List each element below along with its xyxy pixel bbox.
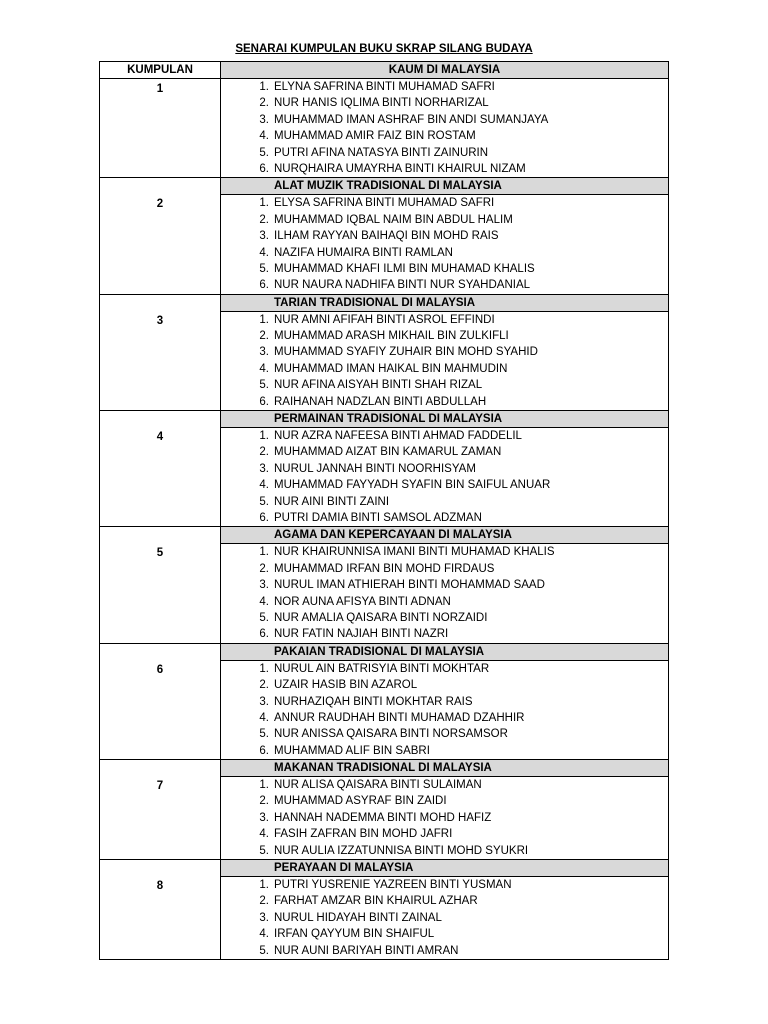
member-name: NUR ALISA QAISARA BINTI SULAIMAN [274, 779, 482, 792]
member-list [221, 661, 668, 759]
member-list-item [221, 626, 668, 642]
group-theme: KAUM DI MALAYSIA [221, 62, 669, 79]
group-number-cell [100, 643, 221, 759]
member-number: 2. [259, 562, 269, 575]
member-list-item [221, 710, 668, 726]
group-theme-row [100, 411, 669, 428]
member-name: NURHAZIQAH BINTI MOKHTAR RAIS [274, 695, 473, 708]
member-list-item [221, 228, 668, 244]
member-number: 2. [259, 795, 269, 808]
member-number: 5. [259, 146, 269, 159]
member-number: 4. [259, 362, 269, 375]
member-number: 6. [259, 395, 269, 408]
group-theme: ALAT MUZIK TRADISIONAL DI MALAYSIA [221, 178, 669, 195]
member-list-item [221, 79, 668, 95]
member-name: NURUL AIN BATRISYIA BINTI MOKHTAR [274, 662, 490, 675]
member-name: MUHAMMAD IRFAN BIN MOHD FIRDAUS [274, 562, 495, 575]
group-number: 7 [156, 780, 164, 793]
member-number: 4. [259, 130, 269, 143]
member-number: 3. [259, 230, 269, 243]
member-list-item [221, 843, 668, 859]
group-members-cell [221, 777, 669, 860]
member-number: 1. [259, 81, 269, 93]
member-name: MUHAMMAD IMAN ASHRAF BIN ANDI SUMANJAYA [274, 113, 549, 126]
member-list-item [221, 544, 668, 560]
group-number: 8 [156, 880, 164, 893]
group-members-cell [221, 660, 669, 759]
member-number: 4. [259, 828, 269, 841]
group-number-cell [100, 294, 221, 410]
member-name: MUHAMMAD AMIR FAIZ BIN ROSTAM [274, 130, 476, 143]
member-number: 5. [259, 379, 269, 392]
member-list-item [221, 726, 668, 742]
member-name: NUR NAURA NADHIFA BINTI NUR SYAHDANIAL [274, 279, 531, 292]
member-name: MUHAMMAD IQBAL NAIM BIN ABDUL HALIM [274, 213, 513, 226]
member-name: NUR KHAIRUNNISA IMANI BINTI MUHAMAD KHALIS [274, 546, 555, 559]
group-theme: TARIAN TRADISIONAL DI MALAYSIA [221, 294, 669, 311]
member-list-item [221, 128, 668, 144]
group-number: 4 [156, 431, 164, 444]
member-number: 4. [259, 246, 269, 259]
member-name: MUHAMMAD ARASH MIKHAIL BIN ZULKIFLI [274, 330, 509, 343]
member-list-item [221, 810, 668, 826]
member-list-item [221, 245, 668, 261]
member-number: 2. [259, 213, 269, 226]
group-theme-row [100, 643, 669, 660]
group-number-cell [100, 411, 221, 527]
member-list-item [221, 926, 668, 942]
member-list-item [221, 826, 668, 842]
member-name: NUR ANISSA QAISARA BINTI NORSAMSOR [274, 728, 508, 741]
member-number: 5. [259, 728, 269, 741]
member-name: ANNUR RAUDHAH BINTI MUHAMAD DZAHHIR [274, 711, 525, 724]
group-theme-row [100, 760, 669, 777]
member-name: MUHAMMAD AIZAT BIN KAMARUL ZAMAN [274, 446, 502, 459]
member-list-item [221, 610, 668, 626]
member-list-item [221, 312, 668, 328]
member-name: MUHAMMAD KHAFI ILMI BIN MUHAMAD KHALIS [274, 262, 535, 275]
member-name: NUR AULIA IZZATUNNISA BINTI MOHD SYUKRI [274, 844, 529, 857]
member-number: 1. [259, 430, 269, 443]
member-number: 3. [259, 113, 269, 126]
member-name: PUTRI AFINA NATASYA BINTI ZAINURIN [274, 146, 489, 159]
member-list-item [221, 561, 668, 577]
member-name: NUR HANIS IQLIMA BINTI NORHARIZAL [274, 97, 489, 110]
member-name: MUHAMMAD FAYYADH SYAFIN BIN SAIFUL ANUAR [274, 479, 551, 492]
member-list-item [221, 510, 668, 526]
group-number: 2 [156, 198, 164, 211]
member-list-item [221, 161, 668, 177]
group-members-cell [221, 877, 669, 960]
member-name: NURQHAIRA UMAYRHA BINTI KHAIRUL NIZAM [274, 162, 526, 175]
member-list [221, 777, 668, 859]
member-list-item [221, 910, 668, 926]
member-list-item [221, 661, 668, 677]
group-number: 6 [156, 663, 164, 676]
member-name: NAZIFA HUMAIRA BINTI RAMLAN [274, 246, 453, 259]
member-number: 5. [259, 262, 269, 275]
member-name: PUTRI YUSRENIE YAZREEN BINTI YUSMAN [274, 879, 512, 892]
member-number: 2. [259, 330, 269, 343]
member-number: 5. [259, 944, 269, 957]
group-theme: PERMAINAN TRADISIONAL DI MALAYSIA [221, 411, 669, 428]
member-list-item [221, 377, 668, 393]
member-number: 4. [259, 711, 269, 724]
document-title: SENARAI KUMPULAN BUKU SKRAP SILANG BUDAYA [235, 43, 533, 55]
member-name: HANNAH NADEMMA BINTI MOHD HAFIZ [274, 811, 492, 824]
member-number: 2. [259, 97, 269, 110]
member-number: 1. [259, 779, 269, 792]
member-number: 2. [259, 446, 269, 459]
group-theme-row [100, 294, 669, 311]
member-name: FASIH ZAFRAN BIN MOHD JAFRI [274, 828, 453, 841]
member-list-item [221, 461, 668, 477]
member-list [221, 79, 668, 177]
member-list [221, 877, 668, 959]
member-name: NOR AUNA AFISYA BINTI ADNAN [274, 595, 451, 608]
group-theme: AGAMA DAN KEPERCAYAAN DI MALAYSIA [221, 527, 669, 544]
member-list-item [221, 328, 668, 344]
group-theme-row [100, 527, 669, 544]
member-number: 2. [259, 679, 269, 692]
member-list-item [221, 145, 668, 161]
member-list [221, 428, 668, 526]
group-theme: MAKANAN TRADISIONAL DI MALAYSIA [221, 760, 669, 777]
member-name: ELYNA SAFRINA BINTI MUHAMAD SAFRI [274, 81, 495, 93]
member-number: 5. [259, 495, 269, 508]
member-list-item [221, 943, 668, 959]
member-number: 3. [259, 695, 269, 708]
member-name: RAIHANAH NADZLAN BINTI ABDULLAH [274, 395, 487, 408]
member-name: NURUL JANNAH BINTI NOORHISYAM [274, 462, 476, 475]
member-number: 6. [259, 162, 269, 175]
group-theme-row [100, 62, 669, 79]
member-list-item [221, 212, 668, 228]
member-name: MUHAMMAD ALIF BIN SABRI [274, 744, 430, 757]
member-list-item [221, 777, 668, 793]
group-members-cell [221, 311, 669, 410]
member-name: NUR AZRA NAFEESA BINTI AHMAD FADDELIL [274, 430, 522, 443]
member-name: ILHAM RAYYAN BAIHAQI BIN MOHD RAIS [274, 230, 499, 243]
member-number: 5. [259, 611, 269, 624]
member-name: NURUL HIDAYAH BINTI ZAINAL [274, 911, 442, 924]
member-list-item [221, 344, 668, 360]
member-number: 1. [259, 313, 269, 326]
member-number: 1. [259, 879, 269, 892]
member-list-item [221, 394, 668, 410]
member-list-item [221, 677, 668, 693]
group-members-cell [221, 195, 669, 294]
member-number: 6. [259, 744, 269, 757]
member-name: NUR AUNI BARIYAH BINTI AMRAN [274, 944, 459, 957]
member-name: NUR AINI BINTI ZAINI [274, 495, 390, 508]
column-header-kumpulan: KUMPULAN [100, 62, 221, 79]
member-list [221, 195, 668, 293]
member-list-item [221, 112, 668, 128]
member-list-item [221, 877, 668, 893]
member-name: NUR AMALIA QAISARA BINTI NORZAIDI [274, 611, 488, 624]
group-theme-row [100, 860, 669, 877]
group-number-cell [100, 760, 221, 860]
member-name: ELYSA SAFRINA BINTI MUHAMAD SAFRI [274, 197, 495, 210]
group-table [99, 61, 669, 960]
member-number: 6. [259, 628, 269, 641]
member-list-item [221, 594, 668, 610]
member-name: UZAIR HASIB BIN AZAROL [274, 679, 418, 692]
member-list-item [221, 694, 668, 710]
member-list-item [221, 428, 668, 444]
member-name: MUHAMMAD IMAN HAIKAL BIN MAHMUDIN [274, 362, 508, 375]
member-number: 4. [259, 928, 269, 941]
member-name: IRFAN QAYYUM BIN SHAIFUL [274, 928, 435, 941]
group-number-cell [100, 178, 221, 294]
member-number: 4. [259, 479, 269, 492]
group-members-cell [221, 544, 669, 643]
member-list-item [221, 743, 668, 759]
group-members-cell [221, 79, 669, 178]
member-name: NURUL IMAN ATHIERAH BINTI MOHAMMAD SAAD [274, 579, 545, 592]
group-number: 1 [156, 83, 164, 95]
member-number: 6. [259, 511, 269, 524]
group-number-cell [100, 527, 221, 643]
group-number: 3 [156, 314, 164, 327]
member-list-item [221, 195, 668, 211]
member-name: PUTRI DAMIA BINTI SAMSOL ADZMAN [274, 511, 482, 524]
group-theme: PERAYAAN DI MALAYSIA [221, 860, 669, 877]
member-number: 3. [259, 911, 269, 924]
member-number: 3. [259, 811, 269, 824]
member-name: NUR AFINA AISYAH BINTI SHAH RIZAL [274, 379, 483, 392]
member-list-item [221, 477, 668, 493]
group-members-cell [221, 428, 669, 527]
member-list-item [221, 277, 668, 293]
member-name: MUHAMMAD ASYRAF BIN ZAIDI [274, 795, 447, 808]
group-theme-row [100, 178, 669, 195]
member-number: 3. [259, 346, 269, 359]
member-name: NUR AMNI AFIFAH BINTI ASROL EFFINDI [274, 313, 495, 326]
member-list-item [221, 577, 668, 593]
member-list-item [221, 793, 668, 809]
member-name: NUR FATIN NAJIAH BINTI NAZRI [274, 628, 449, 641]
member-list-item [221, 893, 668, 909]
group-number: 5 [156, 547, 164, 560]
member-list [221, 544, 668, 642]
member-name: MUHAMMAD SYAFIY ZUHAIR BIN MOHD SYAHID [274, 346, 538, 359]
group-members-row [100, 79, 669, 178]
member-number: 3. [259, 579, 269, 592]
member-number: 6. [259, 279, 269, 292]
member-number: 5. [259, 844, 269, 857]
member-list [221, 312, 668, 410]
member-number: 1. [259, 662, 269, 675]
member-list-item [221, 95, 668, 111]
group-theme: PAKAIAN TRADISIONAL DI MALAYSIA [221, 643, 669, 660]
member-number: 2. [259, 895, 269, 908]
member-list-item [221, 494, 668, 510]
member-list-item [221, 444, 668, 460]
member-list-item [221, 361, 668, 377]
member-number: 4. [259, 595, 269, 608]
member-number: 3. [259, 462, 269, 475]
member-name: FARHAT AMZAR BIN KHAIRUL AZHAR [274, 895, 478, 908]
member-number: 1. [259, 546, 269, 559]
group-number-cell [100, 79, 221, 178]
member-list-item [221, 261, 668, 277]
group-number-cell [100, 860, 221, 960]
member-number: 1. [259, 197, 269, 210]
